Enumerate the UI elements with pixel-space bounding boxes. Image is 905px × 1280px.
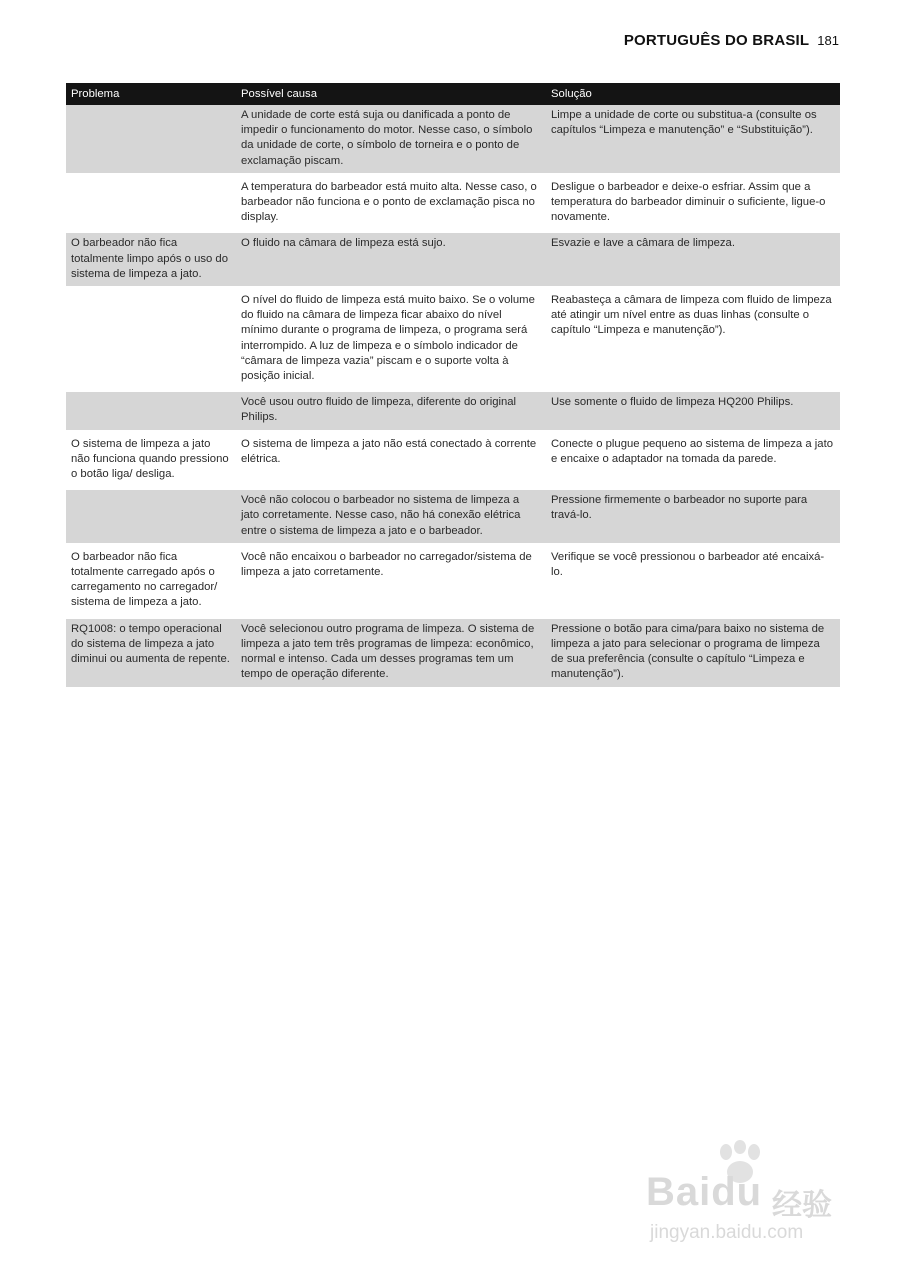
- cause-cell: O nível do fluido de limpeza está muito baixo. Se o volume do fluido na câmara de limpeza ficar abaixo do nível mínimo durante o programa de limpeza, o programa será interrompido. A luz de limpeza e o símbolo indicador de “câmara de limpeza vazia” piscam e o suporte volta à posição inicial.: [236, 290, 546, 392]
- problem-cell: [66, 392, 236, 433]
- page-number: 181: [817, 33, 839, 48]
- cause-cell: Você selecionou outro programa de limpeza. O sistema de limpeza a jato tem três programas de limpeza: econômico, normal e intenso. Cada um desses programas tem um tempo de operação diferente.: [236, 619, 546, 691]
- page-header: [624, 32, 839, 49]
- table-row: [66, 233, 840, 290]
- solution-cell: Conecte o plugue pequeno ao sistema de limpeza a jato e encaixe o adaptador na tomada da parede.: [546, 434, 840, 491]
- table-row: [66, 105, 840, 177]
- solution-cell: Pressione firmemente o barbeador no suporte para travá-lo.: [546, 490, 840, 547]
- problem-cell: O sistema de limpeza a jato não funciona quando pressiono o botão liga/ desliga.: [66, 434, 236, 491]
- solution-cell: Limpe a unidade de corte ou substitua-a (consulte os capítulos “Limpeza e manutenção” e “Substituição”).: [546, 105, 840, 177]
- section-language-title: PORTUGUÊS DO BRASIL: [623, 32, 810, 49]
- troubleshooting-table: [66, 83, 840, 691]
- table-row: [66, 619, 840, 691]
- solution-cell: Desligue o barbeador e deixe-o esfriar. Assim que a temperatura do barbeador diminuir o suficiente, ligue-o novamente.: [546, 177, 840, 234]
- solution-cell: Verifique se você pressionou o barbeador até encaixá-lo.: [546, 547, 840, 619]
- table-row: [66, 392, 840, 433]
- problem-cell: [66, 105, 236, 177]
- problem-cell: RQ1008: o tempo operacional do sistema de limpeza a jato diminui ou aumenta de repente.: [66, 619, 236, 691]
- cause-cell: O sistema de limpeza a jato não está conectado à corrente elétrica.: [236, 434, 546, 491]
- table-row: [66, 490, 840, 547]
- problem-cell: O barbeador não fica totalmente carregado após o carregamento no carregador/ sistema de limpeza a jato.: [66, 547, 236, 619]
- problem-cell: O barbeador não fica totalmente limpo após o uso do sistema de limpeza a jato.: [66, 233, 236, 290]
- solution-cell: Esvazie e lave a câmara de limpeza.: [546, 233, 840, 290]
- cause-cell: A temperatura do barbeador está muito alta. Nesse caso, o barbeador não funciona e o ponto de exclamação pisca no display.: [236, 177, 546, 234]
- table-row: [66, 434, 840, 491]
- cause-cell: O fluido na câmara de limpeza está sujo.: [236, 233, 546, 290]
- solution-cell: Pressione o botão para cima/para baixo no sistema de limpeza a jato para selecionar o programa de limpeza de sua preferência (consulte o capítulo “Limpeza e manutenção”).: [546, 619, 840, 691]
- cause-cell: Você não encaixou o barbeador no carregador/sistema de limpeza a jato corretamente.: [236, 547, 546, 619]
- watermark-brand-cn: 经验: [772, 1189, 832, 1222]
- problem-cell: [66, 490, 236, 547]
- watermark-brand: Baidu: [646, 1170, 763, 1214]
- table-row: [66, 177, 840, 234]
- watermark-url: jingyan.baidu.com: [650, 1222, 804, 1243]
- cause-cell: Você não colocou o barbeador no sistema de limpeza a jato corretamente. Nesse caso, não há conexão elétrica entre o sistema de limpeza a jato e o barbeador.: [236, 490, 546, 547]
- column-header-cause: Possível causa: [236, 83, 546, 105]
- table-header-row: [66, 83, 840, 105]
- table-row: [66, 547, 840, 619]
- solution-cell: Use somente o fluido de limpeza HQ200 Philips.: [546, 392, 840, 433]
- column-header-solution: Solução: [546, 83, 840, 105]
- baidu-watermark: [640, 1140, 855, 1250]
- cause-cell: A unidade de corte está suja ou danificada a ponto de impedir o funcionamento do motor. Nesse caso, o símbolo da unidade de corte, o símbolo de torneira e o ponto de exclamação piscam.: [236, 105, 546, 177]
- column-header-problem: Problema: [66, 83, 236, 105]
- problem-cell: [66, 290, 236, 392]
- cause-cell: Você usou outro fluido de limpeza, diferente do original Philips.: [236, 392, 546, 433]
- table-row: [66, 290, 840, 392]
- problem-cell: [66, 177, 236, 234]
- solution-cell: Reabasteça a câmara de limpeza com fluido de limpeza até atingir um nível entre as duas linhas (consulte o capítulo “Limpeza e manutenção”).: [546, 290, 840, 392]
